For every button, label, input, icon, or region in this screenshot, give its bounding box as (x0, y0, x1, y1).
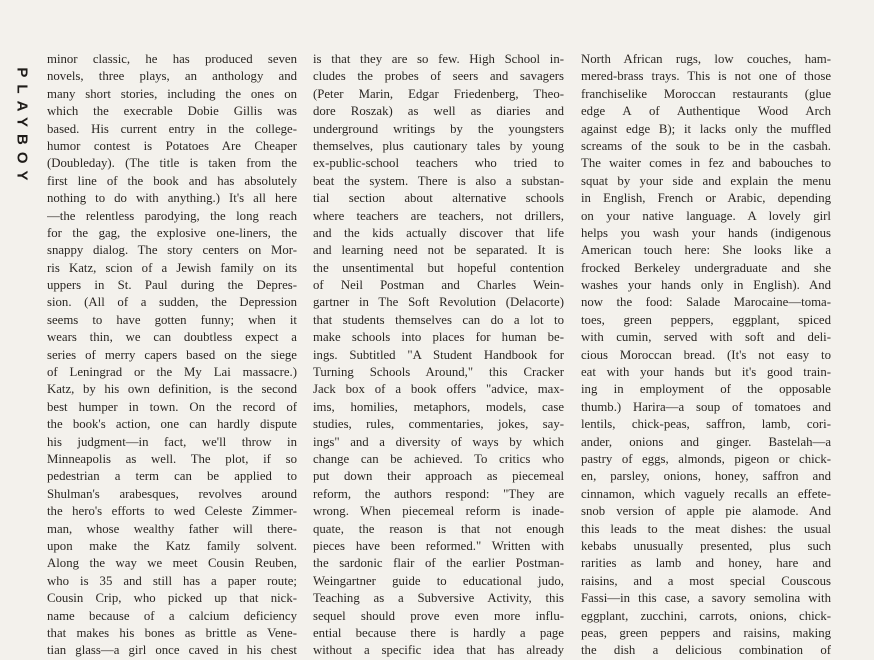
text-line: reform, the authors respond: "They are (313, 486, 564, 501)
text-line: screams of the souk to be in the casbah. (581, 138, 831, 153)
text-line: man, whose wealthy father will there- (47, 521, 297, 536)
text-line: lentils, chick-peas, saffron, lamb, cori- (581, 417, 831, 432)
text-line: wears thin, we can doubtless expect a (47, 330, 297, 345)
text-line: sequel should prove even more influ- (313, 608, 564, 623)
text-line: ings. Subtitled "A Student Handbook for (313, 347, 564, 362)
text-line: minor classic, he has produced seven (47, 52, 297, 66)
text-line: and learning need not be separated. It is (313, 243, 564, 258)
text-line: many short stories, including the ones on (47, 86, 297, 101)
text-line: the dish a delicious combination of (581, 643, 831, 658)
text-line: dore Roszak) as well as diaries and (313, 104, 564, 119)
text-line: American touch here: She looks like a (581, 243, 831, 258)
text-line: without a specific idea that has already (313, 643, 564, 658)
text-line: studies, rules, commentaries, jokes, say- (313, 417, 564, 432)
text-line: tial section about alternative schools (313, 191, 564, 206)
text-line: based. His current entry in the college- (47, 121, 297, 136)
text-line: novels, three plays, an anthology and (47, 69, 297, 84)
text-line: in English, French or Arabic, depending (581, 191, 831, 206)
text-line: and the kids actually discover that life (313, 225, 564, 240)
text-line: for the gag, the explosive one-liners, the (47, 225, 297, 240)
text-line: Cousin Crip, who picked up that nick- (47, 591, 297, 606)
text-line: tian glass—a girl once caved in his chest (47, 643, 297, 658)
text-line: change can be achieved. To critics who (313, 451, 564, 466)
text-line: name because of a calcium deficiency (47, 608, 297, 623)
text-line: seems to have gotten funny; when it (47, 312, 297, 327)
running-head-text: PLAYBOY (13, 66, 31, 188)
text-line: pedestrian a term can be applied to (47, 469, 297, 484)
text-line: who is 35 and still has a paper route; (47, 573, 297, 588)
text-line: thumb.) Harira—a soup of tomatoes and (581, 399, 831, 414)
text-line: upon make the Katz family solvent. (47, 538, 297, 553)
text-line: underground writings by the youngsters (313, 121, 564, 136)
text-line: Turning Schools Around," this Cracker (313, 365, 564, 380)
text-line: on your native language. A lovely girl (581, 208, 831, 223)
text-line: uppers in St. Paul during the Depres- (47, 278, 297, 293)
text-line: The waiter comes in fez and babouches to (581, 156, 831, 171)
text-line: that students themselves can do a lot to (313, 312, 564, 327)
text-line: snappy dialog. The story centers on Mor- (47, 243, 297, 258)
text-line: against edge B); it lacks only the muffled (581, 121, 831, 136)
text-line: peas, green peppers and raisins, making (581, 625, 831, 640)
text-line: ing in employment of the opposable (581, 382, 831, 397)
text-line: kebabs unusually presented, plus such (581, 538, 831, 553)
text-line: mered-brass trays. This is not one of those (581, 69, 831, 84)
text-line: ings" and a diversity of ways by which (313, 434, 564, 449)
text-line: wrong. When piecemeal reform is inade- (313, 504, 564, 519)
text-line: eggplant, zucchini, carrots, onions, chick- (581, 608, 831, 623)
text-line: Katz, by his own definition, is the second (47, 382, 297, 397)
text-line: this leads to the meat dishes: the usual (581, 521, 831, 536)
text-line: Fassi—in this case, a savory semolina with (581, 591, 831, 606)
text-line: ex-public-school teachers who tried to (313, 156, 564, 171)
text-line: themselves, plus cautionary tales by young (313, 138, 564, 153)
text-line: first line of the book and has absolutely (47, 173, 297, 188)
text-line: eat with your hands but it's good train- (581, 365, 831, 380)
text-line: where teachers are teachers, not drillers, (313, 208, 564, 223)
text-line: beat the system. There is also a substan- (313, 173, 564, 188)
text-line: sion. (All of a sudden, the Depression (47, 295, 297, 310)
text-line: Along the way we meet Cousin Reuben, (47, 556, 297, 571)
text-line: nothing to do with anything.) It's all here (47, 191, 297, 206)
text-line: ims, homilies, metaphors, models, case (313, 399, 564, 414)
text-line: Shulman's arabesques, revolves around (47, 486, 297, 501)
text-line: best humper in town. On the record of (47, 399, 297, 414)
text-line: cious Moroccan bread. (It's not easy to (581, 347, 831, 362)
text-line: (Peter Marin, Edgar Friedenberg, Theo- (313, 86, 564, 101)
text-line: that makes his bones as brittle as Vene- (47, 625, 297, 640)
text-line: —the relentless parodying, the long reach (47, 208, 297, 223)
text-line: cludes the probes of seers and savagers (313, 69, 564, 84)
text-line: ris Katz, scion of a Jewish family on its (47, 260, 297, 275)
text-line: put down their approach as piecemeal (313, 469, 564, 484)
text-line: the sardonic flair of the earlier Postman- (313, 556, 564, 571)
text-line: ential because there is hardly a page (313, 625, 564, 640)
text-column-1 (47, 51, 297, 660)
text-line: (Doubleday). (The title is taken from the (47, 156, 297, 171)
text-line: make schools into places for human be- (313, 330, 564, 345)
text-column-2 (313, 51, 564, 660)
text-line: the unsentimental but hopeful contention (313, 260, 564, 275)
text-line: raisins, and a most special Couscous (581, 573, 831, 588)
text-line: gartner in The Soft Revolution (Delacorte) (313, 295, 564, 310)
text-line: cinnamon, which vaguely recalls an effete- (581, 486, 831, 501)
text-line: snob version of apple pie alamode. And (581, 504, 831, 519)
text-line: which the execrable Dobie Gillis was (47, 104, 297, 119)
text-line: toes, green peppers, eggplant, spiced (581, 312, 831, 327)
text-line: North African rugs, low couches, ham- (581, 52, 831, 66)
text-line: now the food: Salade Marocaine—toma- (581, 295, 831, 310)
text-line: franchiselike Moroccan restaurants (glue (581, 86, 831, 101)
text-line: Minneapolis as well. The plot, if so (47, 451, 297, 466)
text-line: of Leningrad or the My Lai massacre.) (47, 365, 297, 380)
text-line: helps you wash your hands (indigenous (581, 225, 831, 240)
text-line: is that they are so few. High School in- (313, 52, 564, 66)
text-line: series of merry capers based on the siege (47, 347, 297, 362)
text-line: frocked Berkeley undergraduate and she (581, 260, 831, 275)
text-line: the hero's efforts to wed Celeste Zimmer- (47, 504, 297, 519)
running-head (8, 52, 36, 202)
text-line: of Neil Postman and Charles Wein- (313, 278, 564, 293)
text-line: his judgment—in fact, we'll throw in (47, 434, 297, 449)
text-line: squat by your side and explain the menu (581, 173, 831, 188)
text-line: Jack box of a book offers "advice, max- (313, 382, 564, 397)
text-line: with cumin, served with soft and deli- (581, 330, 831, 345)
text-line: pieces have been reformed." Written with (313, 538, 564, 553)
text-line: rarities as lamb and honey, hare and (581, 556, 831, 571)
text-line: Weingartner guide to educational judo, (313, 573, 564, 588)
text-line: Teaching as a Subversive Activity, this (313, 591, 564, 606)
text-line: pastry of eggs, almonds, pigeon or chick- (581, 451, 831, 466)
text-column-3 (581, 51, 831, 660)
text-line: en, parsley, onions, honey, saffron and (581, 469, 831, 484)
text-line: quate, the reason is that not enough (313, 521, 564, 536)
text-line: ander, onions and ginger. Bastelah—a (581, 434, 831, 449)
text-line: humor contest is Potatoes Are Cheaper (47, 138, 297, 153)
text-line: the book's action, one can hardly dispute (47, 417, 297, 432)
text-line: washes your hands only in English). And (581, 278, 831, 293)
text-line: edge A of Authentique Wood Arch (581, 104, 831, 119)
